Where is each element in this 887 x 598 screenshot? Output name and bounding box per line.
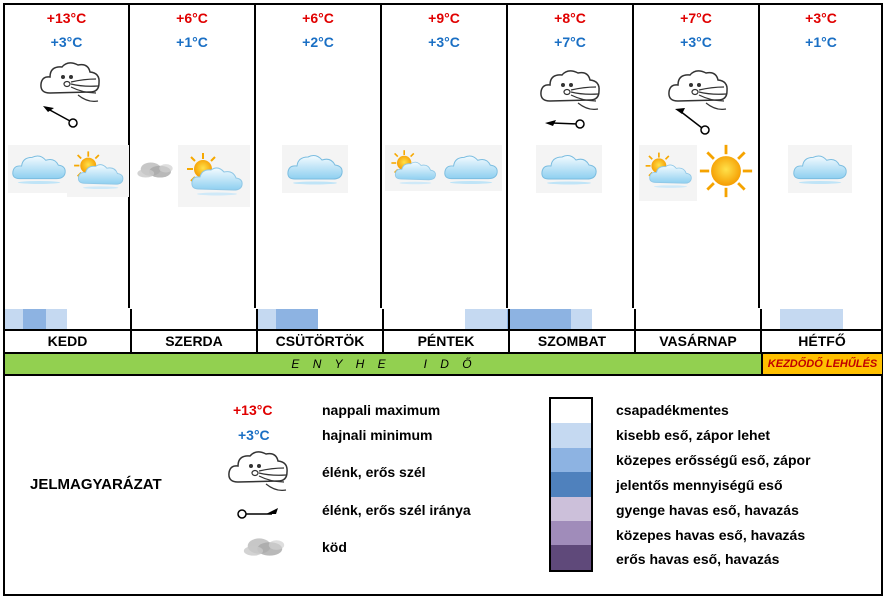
precip-color-scale [549, 397, 593, 572]
precip-cell [780, 309, 843, 329]
wind-icon [38, 57, 104, 107]
day-names-row [5, 329, 882, 354]
day-column-szerda [130, 5, 256, 308]
mild-weather-label: E N Y H E I D Ő [291, 357, 473, 371]
precip-cell [23, 309, 46, 329]
day-name: SZERDA [132, 331, 258, 352]
scale-label: erős havas eső, havazás [616, 551, 780, 567]
sunny-icon [698, 143, 754, 199]
min-temp: +1°C [176, 34, 208, 50]
scale-label: kisebb eső, zápor lehet [616, 427, 771, 443]
cloudy-icon [788, 145, 852, 193]
legend-wind-direction-label: élénk, erős szél iránya [322, 502, 471, 518]
scale-label: jelentős mennyiségű eső [616, 477, 783, 493]
wind-direction-icon [542, 111, 586, 133]
cloudy-icon [8, 145, 70, 193]
wind-icon [226, 446, 292, 496]
min-temp: +3°C [50, 34, 83, 50]
precip-cell [5, 309, 23, 329]
max-temp: +6°C [176, 10, 208, 26]
partly-sunny-icon [385, 145, 441, 191]
cloudy-icon [440, 145, 502, 191]
partly-sunny-icon [67, 145, 129, 197]
min-temp: +3°C [428, 34, 460, 50]
max-temp: +8°C [554, 10, 586, 26]
precip-cell [571, 309, 592, 329]
legend-wind-label: élénk, erős szél [322, 464, 426, 480]
day-column-kedd [5, 5, 130, 308]
max-temp: +6°C [302, 10, 334, 26]
day-column-vasarnap [634, 5, 760, 308]
min-temp: +7°C [554, 34, 586, 50]
precipitation-strip [5, 309, 882, 329]
scale-swatch [551, 472, 591, 496]
day-name: KEDD [5, 331, 132, 352]
scale-swatch [551, 399, 591, 423]
fog-icon [240, 532, 288, 562]
legend-min-sample: +3°C [238, 427, 270, 443]
wind-direction-icon [40, 103, 80, 133]
scale-label: közepes erősségű eső, zápor [616, 452, 811, 468]
scale-label: közepes havas eső, havazás [616, 527, 806, 543]
max-temp: +3°C [805, 10, 837, 26]
cloudy-icon [536, 145, 602, 193]
min-temp: +2°C [302, 34, 334, 50]
precip-cell [256, 309, 276, 329]
day-column-hetfo [760, 5, 882, 308]
wind-direction-icon [236, 502, 280, 520]
max-temp: +7°C [680, 10, 712, 26]
max-temp: +13°C [46, 10, 87, 26]
scale-swatch [551, 448, 591, 472]
trend-row [5, 354, 882, 376]
day-name: CSÜTÖRTÖK [258, 331, 384, 352]
partly-sunny-icon [178, 145, 250, 207]
scale-swatch [551, 545, 591, 569]
precip-cell [276, 309, 318, 329]
day-name: SZOMBAT [510, 331, 636, 352]
wind-icon [538, 65, 604, 115]
min-temp: +3°C [680, 34, 712, 50]
precip-cell [465, 309, 507, 329]
legend-max-sample: +13°C [233, 402, 273, 418]
scale-swatch [551, 521, 591, 545]
fog-icon [134, 155, 176, 185]
cloudy-icon [282, 145, 348, 193]
legend-fog-label: köd [322, 539, 347, 555]
legend-min-label: hajnali minimum [322, 427, 433, 443]
scale-swatch [551, 497, 591, 521]
day-name: VASÁRNAP [636, 331, 762, 352]
precip-cell [507, 309, 571, 329]
day-name: HÉTFŐ [798, 333, 846, 349]
day-column-csutortok [256, 5, 382, 308]
min-temp: +1°C [805, 34, 837, 50]
scale-swatch [551, 423, 591, 447]
max-temp: +9°C [428, 10, 460, 26]
scale-label: csapadékmentes [616, 402, 729, 418]
scale-label: gyenge havas eső, havazás [616, 502, 799, 518]
cooling-label: KEZDŐDŐ LEHŰLÉS [761, 354, 882, 374]
partly-sunny-icon [639, 145, 697, 201]
legend-max-label: nappali maximum [322, 402, 441, 418]
precip-cell [46, 309, 67, 329]
legend-title: JELMAGYARÁZAT [30, 476, 162, 493]
day-column-pentek [382, 5, 508, 308]
wind-direction-icon [672, 105, 712, 137]
day-name: PÉNTEK [384, 331, 510, 352]
day-column-szombat [508, 5, 634, 308]
